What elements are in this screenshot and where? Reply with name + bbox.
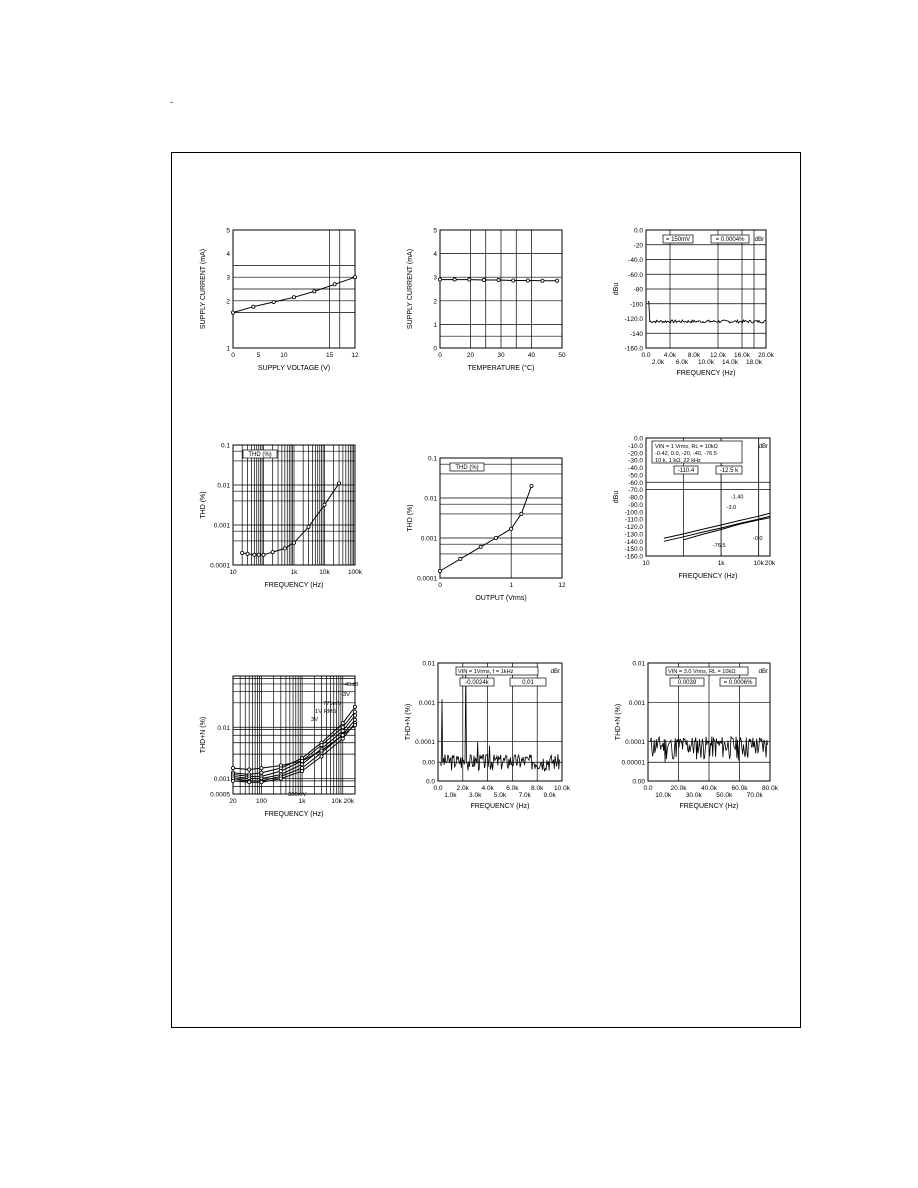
curve-label: -1.40 xyxy=(730,494,744,501)
x-axis-label: FREQUENCY (Hz) xyxy=(264,582,324,589)
data-point xyxy=(353,710,356,713)
spectrum-trace xyxy=(441,672,560,771)
y-axis-label: THD+N (%) xyxy=(200,716,207,754)
series-line xyxy=(233,277,355,312)
x-tick-label: 60.0k xyxy=(731,785,748,792)
curve-label: 1V RMS xyxy=(315,709,337,715)
y-tick-label: 0.00001 xyxy=(621,759,645,767)
data-point xyxy=(262,553,265,556)
gridlines xyxy=(646,230,766,348)
curve-label: -40dB xyxy=(343,682,359,688)
y-tick-label: -10.0 xyxy=(628,442,643,450)
x-tick-label-row2: 7.0k xyxy=(518,792,531,799)
chart-svg xyxy=(608,430,818,600)
x-tick-label-row2: 14.0k xyxy=(722,359,738,366)
x-tick-label: 40 xyxy=(527,352,536,359)
y-tick-label: 0.0001 xyxy=(417,575,437,583)
chart-supply-current-vs-voltage xyxy=(193,222,403,392)
y-tick-label: -120.0 xyxy=(624,316,643,323)
x-tick-label-row2: 6.0k xyxy=(675,359,689,366)
x-tick-label-row2: 9.0k xyxy=(543,792,556,799)
x-tick-label: 1k xyxy=(290,569,298,576)
data-point xyxy=(231,779,234,782)
x-axis-label: TEMPERATURE (°C) xyxy=(467,365,535,372)
x-tick-label: 10 xyxy=(229,569,237,576)
data-point xyxy=(497,278,500,281)
x-tick-label: 0.0 xyxy=(641,352,651,359)
data-point xyxy=(320,749,323,752)
y-tick-label: 0.0001 xyxy=(210,562,230,570)
data-point xyxy=(468,278,471,281)
x-tick-label: 12 xyxy=(351,352,359,359)
series-line xyxy=(440,486,532,571)
chart-crosstalk-vs-frequency xyxy=(608,430,818,600)
chart-svg xyxy=(400,222,610,392)
y-tick-label: -40.0 xyxy=(628,465,643,472)
x-tick-label: 100k xyxy=(347,569,363,576)
x-tick-label: 12.0k xyxy=(710,352,726,359)
y-axis-label: THD+N (%) xyxy=(405,703,412,741)
y-tick-label: 0.01 xyxy=(217,482,230,490)
legend-text: THD (%) xyxy=(248,452,272,459)
chart-svg xyxy=(193,670,403,830)
y-axis-label: THD (%) xyxy=(407,504,414,532)
y-axis-label: dBu xyxy=(613,490,620,504)
y-tick-label: 0.001 xyxy=(628,699,645,707)
annotation-line: 10 k, 1 kΩ, 22 kHz xyxy=(655,458,701,464)
x-tick-label: 10k xyxy=(319,569,330,576)
x-tick-label: 20.0k xyxy=(758,352,774,359)
annotation-line: -0.42, 0.0, -20, -40, -76.5 xyxy=(655,451,717,457)
chart-svg xyxy=(400,655,610,825)
annot-b-text: 0.01 xyxy=(522,680,534,687)
data-point xyxy=(300,759,303,762)
y-tick-label: 2 xyxy=(226,298,230,306)
gridlines xyxy=(233,445,355,565)
legend-a-text: = 150mV xyxy=(665,237,691,244)
curve-label: 3V xyxy=(311,717,319,723)
y-tick-label: 5 xyxy=(226,227,230,235)
data-point xyxy=(279,769,282,772)
y-tick-label: 0.0 xyxy=(633,435,643,443)
data-point xyxy=(300,769,303,772)
y-tick-label: 0.0 xyxy=(633,227,643,235)
chart-svg xyxy=(193,437,403,607)
data-point xyxy=(333,283,336,286)
y-tick-label: -70.0 xyxy=(628,487,643,495)
data-point xyxy=(353,724,356,727)
x-tick-label: 2.0k xyxy=(456,785,469,792)
x-tick-label: 100 xyxy=(255,798,267,805)
x-tick-label: 6.0k xyxy=(506,785,519,792)
curve-label: -3V xyxy=(341,692,351,698)
x-tick-label: 5 xyxy=(256,352,261,359)
annotation-tag: dBr xyxy=(758,669,768,675)
annot-a-text: -0.0024k xyxy=(465,680,489,687)
y-tick-label: 2 xyxy=(433,298,437,306)
y-tick-label: 0.01 xyxy=(422,660,435,668)
x-tick-label: 0 xyxy=(438,582,442,589)
y-tick-label: 0.1 xyxy=(427,455,437,463)
data-point xyxy=(279,764,282,767)
gridlines xyxy=(233,230,355,348)
x-tick-label-row2: 3.0k xyxy=(469,792,482,799)
data-point xyxy=(320,743,323,746)
chart-thdn-fft-80k xyxy=(608,655,818,825)
data-point xyxy=(459,557,462,560)
data-point xyxy=(253,553,256,556)
x-tick-label: 40.0k xyxy=(701,785,717,792)
y-tick-label: 0 xyxy=(433,345,437,353)
data-point xyxy=(323,503,326,506)
x-tick-label: 1 xyxy=(509,582,513,589)
data-point xyxy=(453,278,456,281)
annotation-line: VIN = 1Vrms, f = 1kHz xyxy=(458,669,514,675)
x-tick-label-row2: 1.0k xyxy=(444,792,457,799)
annot-b-text: -12.5 k xyxy=(719,468,739,475)
data-point xyxy=(341,737,344,740)
x-tick-label: 50 xyxy=(558,352,566,359)
data-point xyxy=(307,525,310,528)
y-tick-label: -60.0 xyxy=(628,271,643,279)
y-tick-label: -160.0 xyxy=(624,553,643,561)
y-tick-label: -160.0 xyxy=(624,345,643,353)
data-point xyxy=(313,290,316,293)
data-point xyxy=(494,536,497,539)
y-tick-label: -110.0 xyxy=(625,516,643,524)
x-tick-label: 20.0k xyxy=(670,785,687,792)
chart-thd-vs-frequency xyxy=(193,437,403,607)
x-axis-label: SUPPLY VOLTAGE (V) xyxy=(257,365,331,372)
data-point xyxy=(292,296,295,299)
y-axis-label: dBu xyxy=(613,282,620,296)
data-point xyxy=(520,512,523,515)
data-point xyxy=(248,781,251,784)
data-point xyxy=(231,766,234,769)
x-axis-label: FREQUENCY (Hz) xyxy=(676,370,736,377)
legend-b-text: = 0.0004% xyxy=(715,237,745,244)
x-tick-label: 10k 20k xyxy=(331,798,355,805)
y-tick-label: -50.0 xyxy=(628,472,643,480)
y-tick-label: -150.0 xyxy=(624,546,643,554)
data-point xyxy=(271,551,274,554)
data-point xyxy=(438,569,441,572)
y-axis-label: SUPPLY CURRENT (mA) xyxy=(200,248,207,330)
data-point xyxy=(341,722,344,725)
x-tick-label: 20 xyxy=(229,798,237,805)
x-tick-label-row2: 50.0k xyxy=(716,792,733,799)
chart-svg xyxy=(608,222,818,392)
y-tick-label: -90.0 xyxy=(628,501,643,509)
x-tick-label-row2: 10.0k xyxy=(698,359,714,366)
data-point xyxy=(341,726,344,729)
y-tick-label: -80.0 xyxy=(628,494,643,502)
chart-svg xyxy=(193,222,403,392)
x-tick-label: 0.0 xyxy=(433,785,443,792)
y-tick-label: 0.0001 xyxy=(415,739,435,747)
data-point xyxy=(512,279,515,282)
data-point xyxy=(257,553,260,556)
data-point xyxy=(510,527,513,530)
data-point xyxy=(292,541,295,544)
data-point xyxy=(283,547,286,550)
spectrum-trace xyxy=(648,302,766,323)
annotation-tag: dBr xyxy=(758,444,768,450)
y-tick-label: 0.01 xyxy=(424,495,437,503)
x-axis-label: FREQUENCY (Hz) xyxy=(679,803,739,810)
curve-label: -3.0 xyxy=(726,504,737,511)
curve-label: -76.5 xyxy=(712,543,726,550)
x-tick-label: 20k xyxy=(764,560,776,567)
data-point xyxy=(353,718,356,721)
data-point xyxy=(556,279,559,282)
data-point xyxy=(300,763,303,766)
curve-label: -0.0 xyxy=(752,535,763,542)
curve-label: 300mV xyxy=(288,792,307,798)
y-tick-label: 3 xyxy=(226,274,230,282)
x-tick-label-row2: 30.0k xyxy=(685,792,702,799)
x-tick-label: 15 xyxy=(325,352,334,359)
x-tick-label: 20 xyxy=(466,352,475,359)
annotation-line: VIN = 3.0 Vrms, RL = 10kΩ xyxy=(668,669,736,675)
x-tick-label: 0 xyxy=(231,352,235,359)
chart-supply-current-vs-temperature xyxy=(400,222,610,392)
x-axis-label: FREQUENCY (Hz) xyxy=(470,803,530,810)
x-tick-label: 8.0k xyxy=(687,352,701,359)
chart-svg xyxy=(608,655,818,825)
data-point xyxy=(526,279,529,282)
y-tick-label: 0.00 xyxy=(422,759,435,767)
data-point xyxy=(260,771,263,774)
x-tick-label: 10 xyxy=(642,560,650,567)
data-point xyxy=(320,755,323,758)
data-point xyxy=(438,278,441,281)
data-point xyxy=(260,781,263,784)
y-tick-label: -60.0 xyxy=(628,479,643,487)
y-tick-label: 5 xyxy=(433,227,437,235)
y-tick-label: 0.00 xyxy=(632,778,645,786)
y-tick-label: 4 xyxy=(433,251,437,259)
x-tick-label: 4.0k xyxy=(663,352,677,359)
data-point xyxy=(248,768,251,771)
x-tick-label: 80.0k xyxy=(762,785,778,792)
y-tick-label: 0.1 xyxy=(220,442,230,450)
y-tick-label: 0.0005 xyxy=(210,791,230,799)
x-tick-label: 1k xyxy=(717,560,725,567)
y-tick-label: -30.0 xyxy=(628,457,643,465)
y-tick-label: 1 xyxy=(433,321,437,329)
y-axis-label: THD (%) xyxy=(200,491,207,519)
data-point xyxy=(341,734,344,737)
data-point xyxy=(353,714,356,717)
x-axis-label: FREQUENCY (Hz) xyxy=(678,573,738,580)
y-tick-label: 4 xyxy=(226,251,230,259)
chart-fft-noise-floor xyxy=(608,222,818,392)
x-tick-label: 0.0 xyxy=(643,785,653,792)
x-tick-label: 30 xyxy=(497,352,505,359)
x-tick-label: 4.0k xyxy=(481,785,494,792)
x-tick-label: 8.0k xyxy=(531,785,544,792)
x-tick-label: 1k xyxy=(298,798,306,805)
x-axis-label: OUTPUT (Vrms) xyxy=(475,595,527,602)
data-point xyxy=(241,551,244,554)
x-axis-label: FREQUENCY (Hz) xyxy=(264,811,324,818)
y-tick-label: 0.001 xyxy=(213,776,230,784)
y-tick-label: 1 xyxy=(226,345,230,353)
x-tick-label: 10.0k xyxy=(554,785,570,792)
annot-b-text: = 0.0006% xyxy=(723,680,753,687)
chart-thd-vs-output xyxy=(400,450,610,620)
data-point xyxy=(246,552,249,555)
y-tick-label: 0.001 xyxy=(420,535,437,543)
data-point xyxy=(353,705,356,708)
x-tick-label-row2: 18.0k xyxy=(746,359,762,366)
chart-svg xyxy=(400,450,610,620)
y-tick-label: -140.0 xyxy=(624,538,643,546)
x-tick-label: 12 xyxy=(558,582,566,589)
curve-label: 775mV xyxy=(323,701,342,707)
annot-a-text: -110.4 xyxy=(677,468,695,475)
y-axis-label: THD+N (%) xyxy=(615,703,622,741)
annotation-tag: dBr xyxy=(550,669,560,675)
y-axis-label: SUPPLY CURRENT (mA) xyxy=(407,248,414,330)
x-tick-label: 0 xyxy=(438,352,442,359)
chart-thdn-fft-10k xyxy=(400,655,610,825)
annot-a-text: 0.0039 xyxy=(677,680,697,687)
legend-text: THD (%) xyxy=(455,465,479,472)
data-point xyxy=(231,311,234,314)
x-tick-label-row2: 5.0k xyxy=(493,792,507,799)
y-tick-label: 0.01 xyxy=(217,724,230,732)
x-tick-label: 10k xyxy=(753,560,764,567)
gridlines xyxy=(440,230,562,348)
y-tick-label: -20 xyxy=(633,242,643,250)
data-point xyxy=(541,279,544,282)
y-tick-label: -140 xyxy=(629,330,643,338)
annotation-line: VIN = 1 Vrms, RL = 10kΩ xyxy=(655,444,718,450)
legend-tag: dBr xyxy=(754,237,764,243)
y-tick-label: -80 xyxy=(633,286,643,294)
y-tick-label: 0.001 xyxy=(213,522,230,530)
y-tick-label: 0.01 xyxy=(632,660,645,668)
data-point xyxy=(272,300,275,303)
y-tick-label: 0.0 xyxy=(425,778,435,786)
chart-thdn-vs-frequency-levels xyxy=(193,670,403,830)
data-point xyxy=(353,276,356,279)
x-tick-label: 16.0k xyxy=(734,352,750,359)
y-tick-label: 3 xyxy=(433,274,437,282)
x-tick-label: 10 xyxy=(280,352,288,359)
data-point xyxy=(279,777,282,780)
x-tick-label-row2: 70.0k xyxy=(746,792,763,799)
x-tick-label-row2: 2.0k xyxy=(651,359,665,366)
y-tick-label: 0.0001 xyxy=(625,739,645,747)
data-point xyxy=(341,729,344,732)
series-line xyxy=(664,513,770,538)
data-point xyxy=(530,484,533,487)
x-tick-label-row2: 10.0k xyxy=(655,792,672,799)
data-point xyxy=(252,305,255,308)
y-tick-label: -20.0 xyxy=(628,450,643,458)
y-tick-label: -100 xyxy=(629,301,643,309)
y-tick-label: -130.0 xyxy=(624,531,643,539)
y-tick-label: -40.0 xyxy=(628,257,643,264)
y-tick-label: -100.0 xyxy=(624,509,643,517)
data-point xyxy=(479,545,482,548)
data-point xyxy=(337,482,340,485)
data-point xyxy=(482,278,485,281)
page-mark: - xyxy=(170,97,173,107)
y-tick-label: -120.0 xyxy=(624,524,643,531)
data-point xyxy=(260,766,263,769)
y-tick-label: 0.001 xyxy=(418,699,435,707)
